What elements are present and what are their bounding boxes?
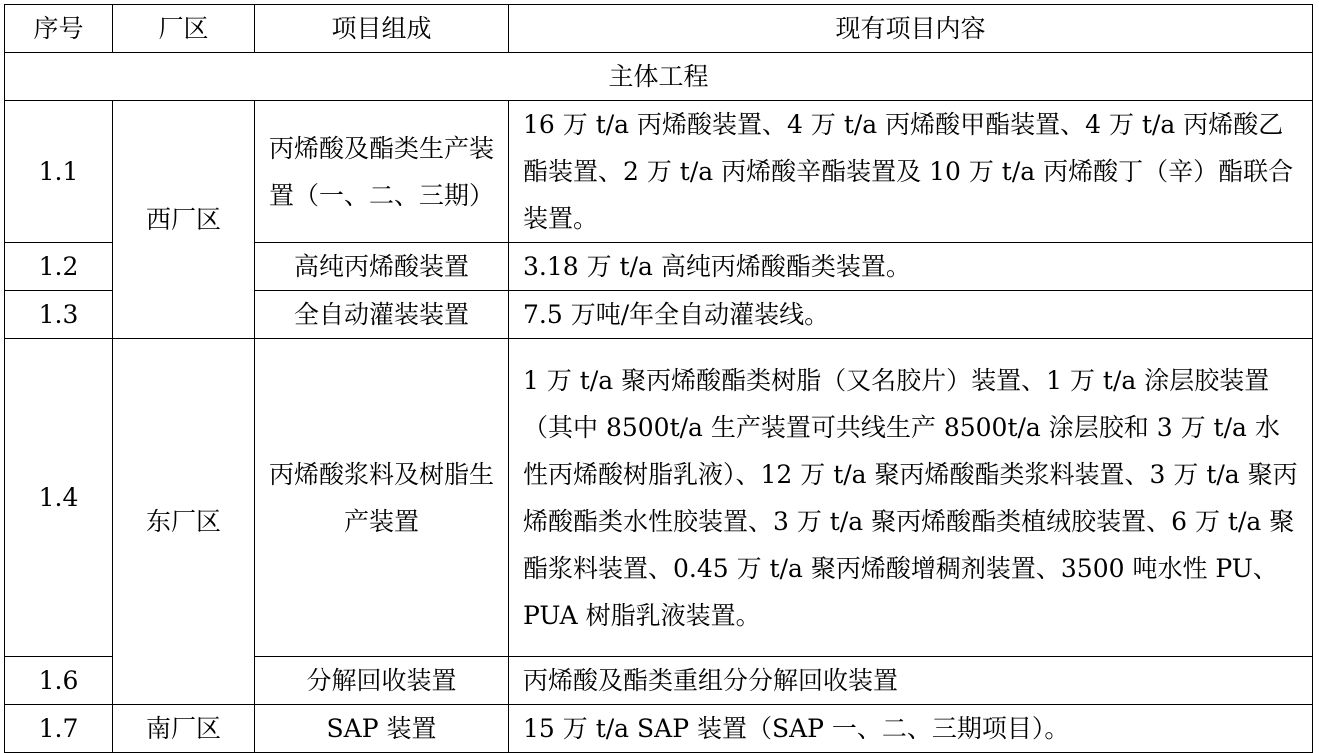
content-cell: 1 万 t/a 聚丙烯酸酯类树脂（又名胶片）装置、1 万 t/a 涂层胶装置（其中 8500t/a 生产装置可共线生产 8500t/a 涂层胶和 3 万 t/a 水性丙烯酸树脂乳液）、12 万 t/a 聚丙烯酸酯类浆料装置、3 万 t/a 聚丙烯酸酯类水性胶装置、3 万 t/a 聚丙烯酸酯类植绒胶装置、6 万 t/a 聚酯浆料装置、0.45 万 t/a 聚丙烯酸增稠剂装置、3500 吨水性 PU、PUA 树脂乳液装置。 [509, 339, 1313, 657]
row-number: 1.6 [5, 657, 113, 705]
component-cell: 丙烯酸及酯类生产装置（一、二、三期） [255, 101, 509, 243]
table-row [5, 339, 1313, 657]
section-row [5, 53, 1313, 101]
project-table [4, 4, 1313, 753]
table-header-row [5, 5, 1313, 53]
section-title: 主体工程 [5, 53, 1313, 101]
component-cell: 丙烯酸浆料及树脂生产装置 [255, 339, 509, 657]
header-cell-content: 现有项目内容 [509, 5, 1313, 53]
plant-cell: 西厂区 [113, 101, 255, 339]
component-cell: 全自动灌装装置 [255, 291, 509, 339]
content-cell: 7.5 万吨/年全自动灌装线。 [509, 291, 1313, 339]
component-cell: 高纯丙烯酸装置 [255, 243, 509, 291]
table-row [5, 705, 1313, 753]
header-cell-no: 序号 [5, 5, 113, 53]
row-number: 1.7 [5, 705, 113, 753]
table-row [5, 101, 1313, 243]
plant-cell: 南厂区 [113, 705, 255, 753]
content-cell: 16 万 t/a 丙烯酸装置、4 万 t/a 丙烯酸甲酯装置、4 万 t/a 丙烯酸乙酯装置、2 万 t/a 丙烯酸辛酯装置及 10 万 t/a 丙烯酸丁（辛）酯联合装置。 [509, 101, 1313, 243]
content-cell: 丙烯酸及酯类重组分分解回收装置 [509, 657, 1313, 705]
component-cell: 分解回收装置 [255, 657, 509, 705]
plant-cell: 东厂区 [113, 339, 255, 705]
component-cell: SAP 装置 [255, 705, 509, 753]
content-cell: 15 万 t/a SAP 装置（SAP 一、二、三期项目）。 [509, 705, 1313, 753]
header-cell-plant: 厂区 [113, 5, 255, 53]
row-number: 1.2 [5, 243, 113, 291]
row-number: 1.4 [5, 339, 113, 657]
row-number: 1.1 [5, 101, 113, 243]
header-cell-component: 项目组成 [255, 5, 509, 53]
row-number: 1.3 [5, 291, 113, 339]
content-cell: 3.18 万 t/a 高纯丙烯酸酯类装置。 [509, 243, 1313, 291]
